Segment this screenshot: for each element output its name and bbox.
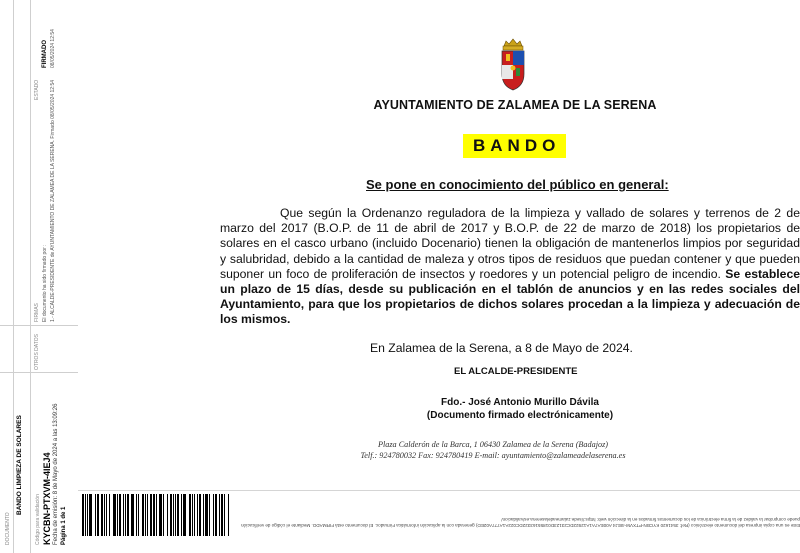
barcode-bar [219,494,220,536]
barcode-bar [197,494,198,536]
coat-of-arms-icon [498,38,528,92]
documento-label: DOCUMENTO [5,512,11,545]
barcode-bar [97,494,99,536]
bando-heading: BANDO [463,134,566,158]
validation-code: KYCBN-PTXVM-4IEJ4 [42,452,52,545]
barcode-bar [138,494,139,536]
municipality-title: AYUNTAMIENTO DE ZALAMEA DE LA SERENA [373,98,657,112]
barcode-bar [127,494,129,536]
barcode-bar [215,494,217,536]
barcode-bar [119,494,121,536]
barcode-bar [209,494,210,536]
barcode-bar [213,494,214,536]
otros-datos-label: OTROS DATOS [34,334,40,370]
barcode-bar [136,494,137,536]
footer-line-1: Este es una copia impresa del documento electrónico (Ref: 3541620 KYCBN-PTXVM-4IEJ4 A00EA7A1A12922DC23123D01855163322DC022A1A777A02ED) generada con la aplicación informática Firmadoc. El documento está FIRMADO. Mediante el código de verificación [241,523,800,528]
barcode-bar [125,494,126,536]
barcode-bar [194,494,195,536]
barcode-bar [109,494,110,536]
signed-by: Fdo.- José Antonio Murillo Dávila [441,397,599,408]
signature-block [415,396,625,422]
barcode-bar [85,494,86,536]
barcode-bar [153,494,155,536]
barcode-bar [106,494,107,536]
documento-value: BANDO LIMPIEZA DE SOLARES [16,415,23,515]
barcode-bar [175,494,176,536]
barcode-bar [173,494,174,536]
address-block [333,439,653,461]
document-page [78,0,800,490]
page-count: Página 1 de 1 [61,506,67,545]
footer-verification-text [238,516,800,528]
barcode-bar [142,494,144,536]
barcode-bar [82,494,84,536]
barcode-bar [101,494,103,536]
public-notice-subheading: Se pone en conocimiento del público en general: [366,177,669,192]
barcode-bar [177,494,179,536]
barcode-bar [205,494,208,536]
notice-body [220,206,800,328]
barcode-bar [203,494,204,536]
signed-note: (Documento firmado electrónicamente) [426,410,614,421]
barcode-bar [163,494,164,536]
barcode-bar [113,494,116,536]
validation-barcode [82,494,232,536]
barcode-bar [159,494,162,536]
barcode-bar [117,494,118,536]
barcode-bar [147,494,148,536]
notice-deadline-text: Se establece un plazo de 15 días, desde su publicación en el tablón de anuncios y en las redes sociales del Ayuntamiento, para que los propietarios de dichos solares procedan a la limpieza y adecuación de los mismos. [220,266,800,327]
barcode-bar [192,494,193,536]
signer-role: EL ALCALDE-PRESIDENTE [454,366,578,377]
barcode-bar [87,494,88,536]
estado-date: 08/05/2024 12:54 [50,29,56,68]
barcode-bar [95,494,96,536]
barcode-bar [170,494,172,536]
barcode-bar [181,494,182,536]
firmas-label: FIRMAS [34,303,40,322]
barcode-bar [167,494,168,536]
address-line: Plaza Calderón de la Barca, 1 06430 Zalamea de la Serena (Badajoz) [378,440,608,449]
signing-date: En Zalamea de la Serena, a 8 de Mayo de 2024. [370,341,633,355]
barcode-bar [123,494,124,536]
barcode-bar [156,494,157,536]
barcode-bar [150,494,152,536]
barcode-bar [228,494,229,536]
barcode-bar [145,494,146,536]
emission-date: Fecha de emisión: 8 de Mayo de 2024 a las 13:09:26 [53,403,59,545]
notice-text: Que según la Ordenanzo reguladora de la limpieza y vallado de solares y terrenos de 2 de marzo del 2017 (B.O.P. de 11 de abril de 2017 y B.O.P. de 22 de marzo de 2018) los propietarios de solares en el casco urbano (incluido Docenario) tienen la obligación de mantenerlos limpios por seguridad y salubridad, debido a la cantidad de maleza y otros tipos de residuos que puedan contener y que pueden suponer un foco de proliferación de insectos y roedores y un potencial peligro de incendio. [220,206,800,281]
contact-line: Telf.: 924780032 Fax: 924780419 E-mail: ayuntamiento@zalameadelaserena.es [360,451,626,460]
barcode-bar [221,494,223,536]
estado-label: ESTADO [34,79,40,100]
barcode-bar [89,494,92,536]
signature-stamp-strip [0,0,78,553]
barcode-bar [189,494,191,536]
barcode-bar [183,494,186,536]
firma-line: 1.- ALCALDE-PRESIDENTE de AYUNTAMIENTO DE ZALAMEA DE LA SERENA. Firmado 08/05/2024 12:54 [50,79,56,322]
estado-value: FIRMADO [42,40,48,68]
firmas-text: El documento ha sido firmado por : [42,244,48,322]
barcode-bar [224,494,225,536]
barcode-bar [131,494,134,536]
footer-line-2: puede comprobar la validez de la firma electrónica de los documentos firmados en la dirección web: https://sede.zalameadelaserena.es/validacion/ [501,517,800,522]
barcode-bar [104,494,105,536]
barcode-bar [199,494,201,536]
validation-label: Código para validación [35,494,41,545]
